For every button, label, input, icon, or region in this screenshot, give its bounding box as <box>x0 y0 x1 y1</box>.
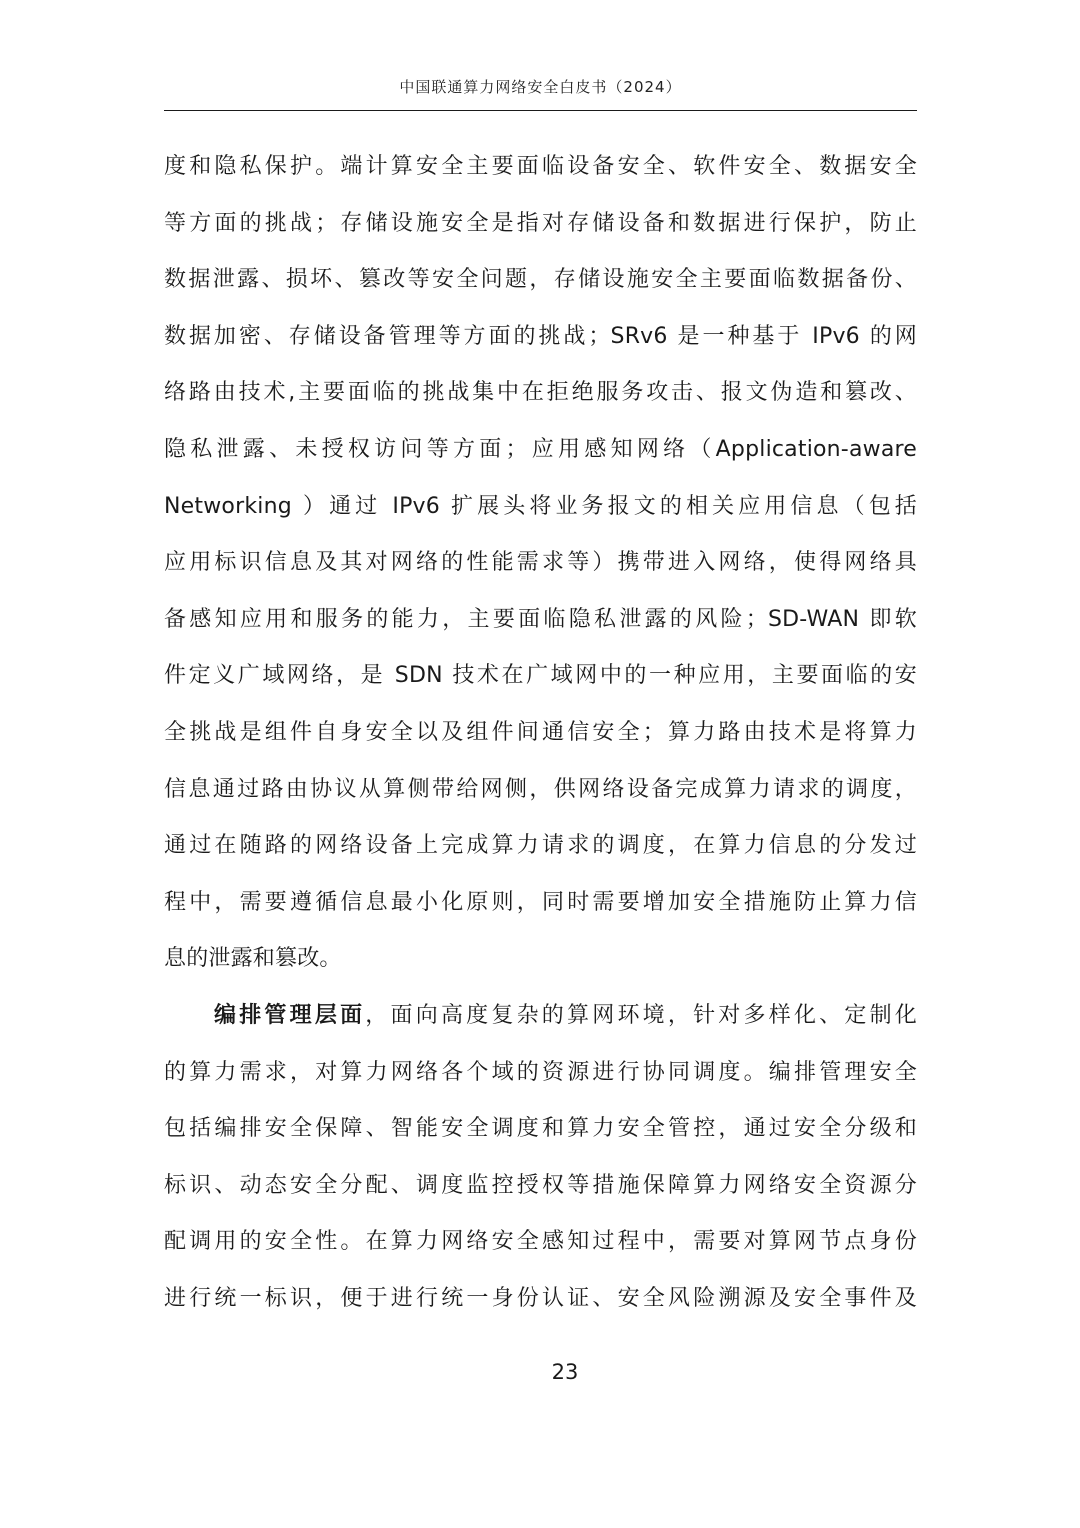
paragraph-protocol-security <box>164 139 917 988</box>
text-line: 度和隐私保护。端计算安全主要面临设备安全、软件安全、数据安全 <box>164 154 917 179</box>
text-line: 信息通过路由协议从算侧带给网侧，供网络设备完成算力请求的调度， <box>164 776 917 802</box>
text-line: 标识、动态安全分配、调度监控授权等措施保障算力网络安全资源分 <box>164 1172 917 1198</box>
text-line: 配调用的安全性。在算力网络安全感知过程中，需要对算网节点身份 <box>164 1229 917 1255</box>
page-number: 23 <box>551 1360 579 1384</box>
running-header: 中国联通算力网络安全白皮书（2024） <box>399 78 682 96</box>
text-line: 进行统一标识，便于进行统一身份认证、安全风险溯源及安全事件及 <box>164 1285 917 1311</box>
paragraph-lead-term: 编排管理层面 <box>214 1002 366 1028</box>
text-line: 隐私泄露、未授权访问等方面；应用感知网络（Application-aware <box>164 436 917 462</box>
text-line: 数据泄露、损坏、篡改等安全问题，存储设施安全主要面临数据备份、 <box>164 267 917 293</box>
document-body <box>164 139 917 1327</box>
text-line: 件定义广域网络，是 SDN 技术在广域网中的一种应用，主要面临的安 <box>164 663 917 689</box>
text-line: 通过在随路的网络设备上完成算力请求的调度，在算力信息的分发过 <box>164 833 917 859</box>
text-line: 应用标识信息及其对网络的性能需求等）携带进入网络，使得网络具 <box>164 550 917 576</box>
paragraph-orchestration-management <box>164 988 917 1328</box>
text-line: 全挑战是组件自身安全以及组件间通信安全；算力路由技术是将算力 <box>164 719 917 745</box>
text-line: 包括编排安全保障、智能安全调度和算力安全管控，通过安全分级和 <box>164 1116 917 1142</box>
header-divider <box>164 110 917 111</box>
text-line: 等方面的挑战；存储设施安全是指对存储设备和数据进行保护，防止 <box>164 210 917 236</box>
text-line: 备感知应用和服务的能力，主要面临隐私泄露的风险；SD-WAN 即软 <box>164 606 917 632</box>
first-line-text: ，面向高度复杂的算网环境，针对多样化、定制化 <box>365 1002 918 1028</box>
text-line: 的算力需求，对算力网络各个域的资源进行协同调度。编排管理安全 <box>164 1059 917 1085</box>
text-line: 程中，需要遵循信息最小化原则，同时需要增加安全措施防止算力信 <box>164 889 917 915</box>
text-line <box>164 988 917 1045</box>
text-line: 络路由技术,主要面临的挑战集中在拒绝服务攻击、报文伪造和篡改、 <box>164 380 917 406</box>
text-line: Networking ）通过 IPv6 扩展头将业务报文的相关应用信息（包括 <box>164 493 917 519</box>
text-line: 数据加密、存储设备管理等方面的挑战；SRv6 是一种基于 IPv6 的网 <box>164 323 917 349</box>
text-line: 息的泄露和篡改。 <box>164 946 342 972</box>
